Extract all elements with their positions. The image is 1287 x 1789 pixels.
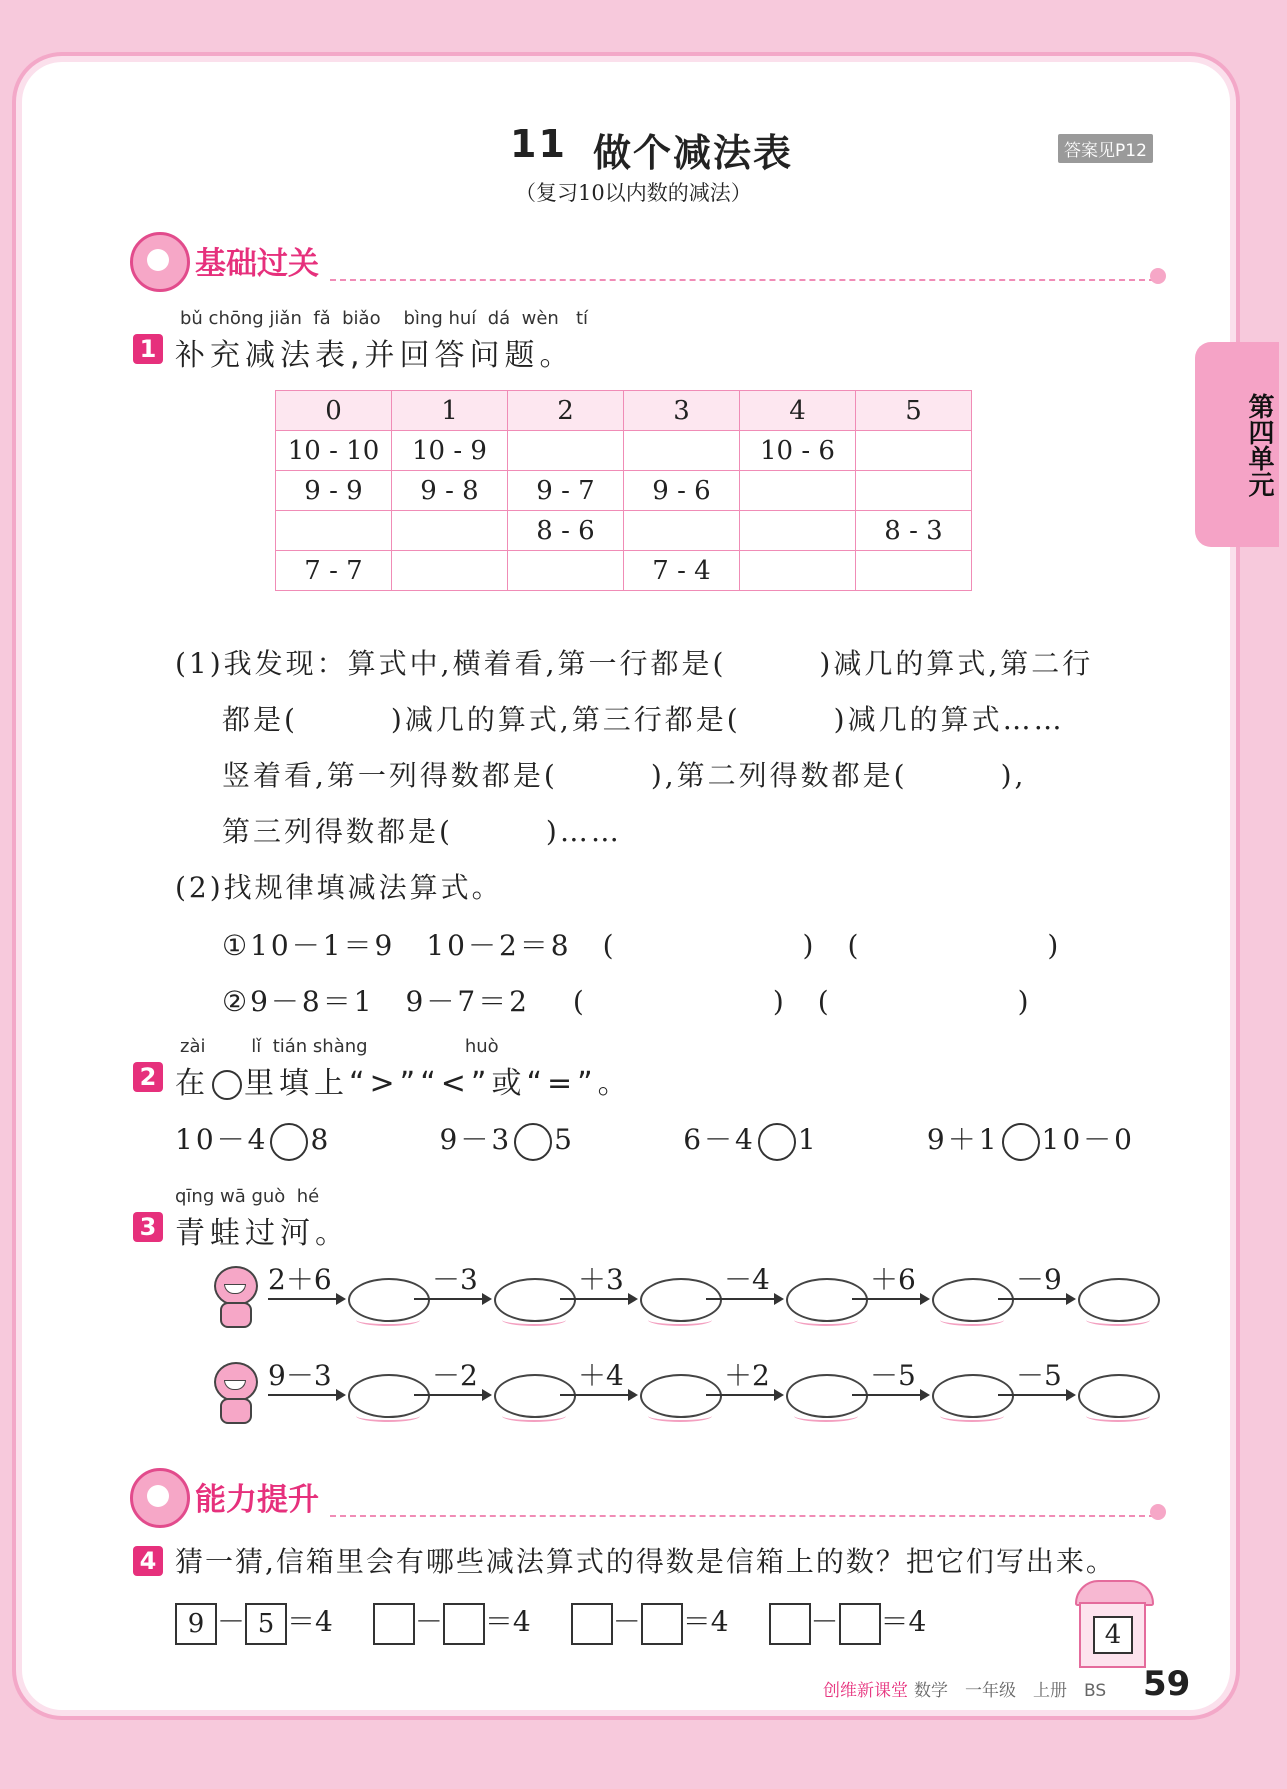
q4-equation	[175, 1600, 333, 1645]
q4-number: 4	[133, 1546, 163, 1576]
lesson-title: 做个减法表	[593, 131, 794, 175]
mailbox-icon	[1075, 1580, 1150, 1670]
blank-cell[interactable]	[740, 471, 856, 511]
q4-equations	[175, 1600, 926, 1645]
equals-4: ＝4	[880, 1605, 927, 1638]
equals-4: ＝4	[682, 1605, 729, 1638]
answer-reference-badge: 答案见P12	[1058, 134, 1153, 163]
table-cell: 7 - 4	[624, 551, 740, 591]
compare-left: 10－4	[175, 1123, 269, 1156]
compare-item	[683, 1118, 818, 1161]
operation-label: 9－3	[268, 1359, 332, 1392]
page-number: 59	[1143, 1664, 1191, 1704]
blank-cell[interactable]	[856, 471, 972, 511]
lily-pad-answer[interactable]	[932, 1278, 1014, 1322]
answer-box[interactable]	[839, 1603, 881, 1645]
compare-item	[175, 1118, 331, 1161]
q2-pinyin: zài lǐ tián shàng huò	[180, 1036, 499, 1057]
blank-cell[interactable]	[276, 511, 392, 551]
operation-label: －5	[1016, 1359, 1062, 1392]
operation-label: －3	[432, 1263, 478, 1296]
arrow-icon	[414, 1298, 490, 1300]
operation-label: 2＋6	[268, 1263, 332, 1296]
compare-left: 6－4	[683, 1123, 756, 1156]
table-header-cell: 0	[276, 391, 392, 431]
equals-4: ＝4	[484, 1605, 531, 1638]
minus-sign: －	[414, 1605, 443, 1638]
arrow-icon	[560, 1298, 636, 1300]
answer-box[interactable]: 9	[175, 1603, 217, 1645]
table-header-cell: 3	[624, 391, 740, 431]
q4-text: 猜一猜,信箱里会有哪些减法算式的得数是信箱上的数？把它们写出来。	[175, 1545, 1116, 1578]
q4-equation	[769, 1600, 927, 1645]
blank-cell[interactable]	[624, 511, 740, 551]
footer-brand: 创维新课堂	[823, 1681, 908, 1701]
minus-sign: －	[612, 1605, 641, 1638]
blank-cell[interactable]	[392, 511, 508, 551]
arrow-icon	[998, 1394, 1074, 1396]
q3-text: 青蛙过河。	[175, 1216, 350, 1251]
q1-part1-line2: 都是( )减几的算式,第三行都是( )减几的算式……	[222, 703, 1065, 736]
table-row	[276, 431, 972, 471]
subtraction-table	[275, 390, 972, 591]
answer-box[interactable]	[373, 1603, 415, 1645]
q1-part1-line4: 第三列得数都是( )……	[222, 815, 622, 848]
compare-item	[440, 1118, 575, 1161]
q1-text: 补充减法表,并回答问题。	[175, 338, 575, 373]
q2-text-b: 里填上“>”“<”或“=”。	[244, 1066, 633, 1101]
mailbox-number: 4	[1093, 1616, 1133, 1654]
lily-pad-answer[interactable]	[786, 1374, 868, 1418]
blank-cell[interactable]	[856, 431, 972, 471]
table-header-cell: 5	[856, 391, 972, 431]
divider-dots-icon	[1150, 1504, 1166, 1520]
section-advanced-title: 能力提升	[195, 1482, 319, 1518]
divider-dots-icon	[1150, 268, 1166, 284]
table-row	[276, 471, 972, 511]
q4-equation	[373, 1600, 531, 1645]
section-basic-divider	[330, 279, 1155, 281]
lily-pad-answer[interactable]	[348, 1374, 430, 1418]
lily-pad-answer[interactable]	[348, 1278, 430, 1322]
operation-label: －5	[870, 1359, 916, 1392]
footer-info: 数学 一年级 上册 BS	[914, 1681, 1107, 1701]
answer-box[interactable]: 5	[245, 1603, 287, 1645]
compare-left: 9－3	[439, 1123, 513, 1156]
operation-label: ＋2	[724, 1359, 770, 1392]
compare-circle[interactable]	[1002, 1123, 1040, 1161]
table-cell: 10 - 6	[740, 431, 856, 471]
blank-cell[interactable]	[856, 551, 972, 591]
blank-cell[interactable]	[392, 551, 508, 591]
arrow-icon	[852, 1394, 928, 1396]
operation-label: ＋6	[870, 1263, 916, 1296]
arrow-icon	[268, 1298, 344, 1300]
arrow-icon	[706, 1298, 782, 1300]
q2-number: 2	[133, 1062, 163, 1092]
minus-sign: －	[217, 1605, 246, 1638]
blank-cell[interactable]	[740, 551, 856, 591]
table-cell: 8 - 6	[508, 511, 624, 551]
table-row	[276, 551, 972, 591]
operation-label: ＋4	[578, 1359, 624, 1392]
table-header-cell: 1	[392, 391, 508, 431]
table-cell: 9 - 6	[624, 471, 740, 511]
blank-cell[interactable]	[624, 431, 740, 471]
table-header-row	[276, 391, 972, 431]
arrow-icon	[414, 1394, 490, 1396]
table-header-cell: 4	[740, 391, 856, 431]
compare-right: 5	[554, 1123, 575, 1156]
arrow-icon	[268, 1394, 344, 1396]
lesson-subtitle: （复习10以内数的减法）	[515, 181, 752, 205]
frog-icon	[210, 1360, 258, 1420]
answer-box[interactable]	[769, 1603, 811, 1645]
compare-item	[927, 1118, 1135, 1161]
lily-pad-answer[interactable]	[932, 1374, 1014, 1418]
footer	[823, 1676, 1106, 1701]
q1-number: 1	[133, 334, 163, 364]
lily-pad-answer[interactable]	[494, 1278, 576, 1322]
q1-part1-line3: 竖着看,第一列得数都是( ),第二列得数都是( ),	[222, 759, 1027, 792]
compare-circle[interactable]	[758, 1123, 796, 1161]
frog-icon	[210, 1264, 258, 1324]
q3-number: 3	[133, 1212, 163, 1242]
compare-right: 8	[310, 1123, 332, 1156]
table-cell: 9 - 7	[508, 471, 624, 511]
section-basic-title: 基础过关	[195, 246, 319, 282]
q1-part2-title: (2)找规律填减法算式。	[175, 871, 503, 904]
circle-icon	[212, 1070, 242, 1100]
compare-row	[175, 1118, 1135, 1161]
blank-cell[interactable]	[740, 511, 856, 551]
compare-right: 1	[797, 1123, 819, 1156]
lily-pad-answer[interactable]	[640, 1278, 722, 1322]
answer-box[interactable]	[571, 1603, 613, 1645]
operation-label: －4	[724, 1263, 770, 1296]
operation-label: －9	[1016, 1263, 1062, 1296]
section-basic-icon	[130, 232, 190, 292]
operation-label: ＋3	[578, 1263, 624, 1296]
lily-pad-answer[interactable]	[1078, 1374, 1160, 1418]
table-cell: 8 - 3	[856, 511, 972, 551]
q1-part2-row1: ①10－1＝9 10－2＝8 ( ) ( )	[222, 929, 1062, 962]
q1-part1-line1: (1)我发现：算式中,横着看,第一行都是( )减几的算式,第二行	[175, 647, 1094, 680]
arrow-icon	[852, 1298, 928, 1300]
answer-box[interactable]	[641, 1603, 683, 1645]
q4-equation	[571, 1600, 729, 1645]
q2-text	[175, 1058, 633, 1102]
compare-right: 10－0	[1041, 1123, 1135, 1156]
compare-circle[interactable]	[270, 1123, 308, 1161]
arrow-icon	[998, 1298, 1074, 1300]
q1-pinyin: bǔ chōng jiǎn fǎ biǎo bìng huí dá wèn tí	[180, 308, 589, 329]
table-cell: 10 - 9	[392, 431, 508, 471]
blank-cell[interactable]	[508, 431, 624, 471]
table-cell: 9 - 9	[276, 471, 392, 511]
minus-sign: －	[810, 1605, 839, 1638]
compare-circle[interactable]	[514, 1123, 552, 1161]
section-advanced-divider	[330, 1515, 1155, 1517]
answer-box[interactable]	[443, 1603, 485, 1645]
lily-pad-answer[interactable]	[1078, 1278, 1160, 1322]
lesson-number: 11	[510, 122, 567, 166]
equals-4: ＝4	[287, 1605, 333, 1638]
q2-text-a: 在	[175, 1066, 210, 1101]
table-cell: 9 - 8	[392, 471, 508, 511]
blank-cell[interactable]	[508, 551, 624, 591]
unit-side-tab: 第四单元	[1195, 342, 1279, 547]
table-header-cell: 2	[508, 391, 624, 431]
operation-label: －2	[432, 1359, 478, 1392]
table-cell: 10 - 10	[276, 431, 392, 471]
compare-left: 9＋1	[926, 1123, 1000, 1156]
table-cell: 7 - 7	[276, 551, 392, 591]
q1-part2-row2: ②9－8＝1 9－7＝2 ( ) ( )	[222, 985, 1032, 1018]
lily-pad-answer[interactable]	[494, 1374, 576, 1418]
table-row	[276, 511, 972, 551]
section-advanced-icon	[130, 1468, 190, 1528]
arrow-icon	[560, 1394, 636, 1396]
lily-pad-answer[interactable]	[640, 1374, 722, 1418]
lily-pad-answer[interactable]	[786, 1278, 868, 1322]
q3-pinyin: qīng wā guò hé	[175, 1186, 320, 1207]
arrow-icon	[706, 1394, 782, 1396]
